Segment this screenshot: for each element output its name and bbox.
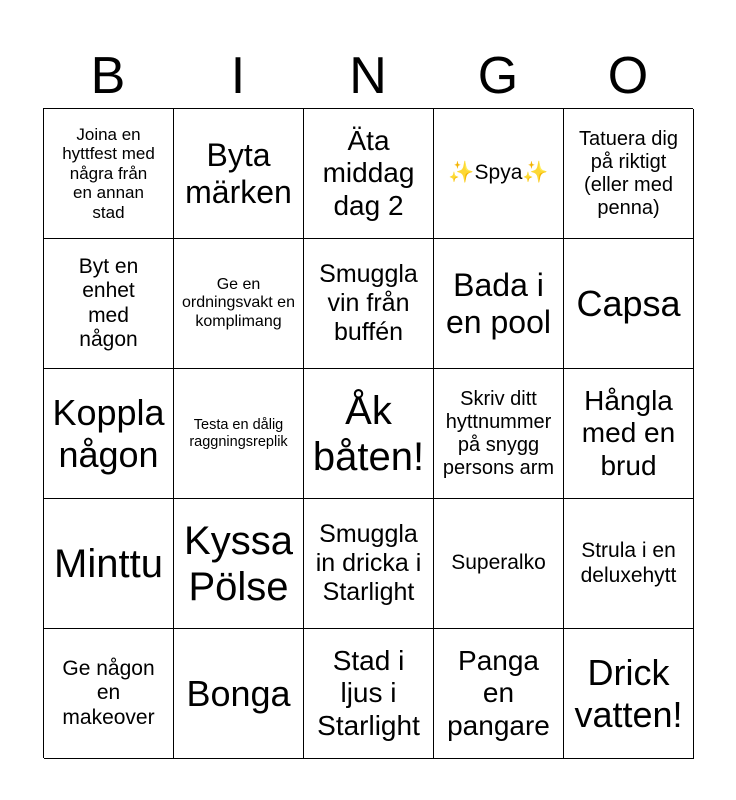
cell-text: Tatuera dig på riktigt (eller med penna) [579, 127, 678, 219]
cell-text: Stad i ljus i Starlight [317, 645, 420, 741]
bingo-cell[interactable] [174, 369, 304, 499]
bingo-cell[interactable] [44, 109, 174, 239]
cell-text: Koppla någon [52, 392, 165, 475]
cell-text: Joina en hyttfest med några från en annan stad [62, 124, 155, 222]
bingo-cell[interactable] [304, 239, 434, 369]
cell-text: Hångla med en brud [581, 385, 676, 481]
bingo-cell[interactable] [434, 369, 564, 499]
bingo-cell[interactable] [174, 239, 304, 369]
cell-text: Åk båten! [312, 388, 425, 479]
header-letter-o: O [607, 47, 649, 105]
cell-text: Ge någon en makeover [62, 657, 155, 729]
cell-text: Kyssa Pölse [184, 518, 293, 609]
bingo-cell[interactable] [434, 629, 564, 759]
bingo-cell[interactable] [174, 109, 304, 239]
bingo-cell[interactable] [44, 239, 174, 369]
cell-text: Skriv ditt hyttnummer på snygg persons arm [442, 387, 555, 479]
cell-text: Bada i en pool [446, 266, 551, 340]
bingo-cell[interactable] [44, 499, 174, 629]
bingo-cell[interactable] [564, 239, 694, 369]
cell-text: Panga en pangare [447, 645, 550, 741]
cell-text: Ge en ordningsvakt en komplimang [182, 275, 295, 330]
cell-text: Byta märken [185, 136, 292, 210]
cell-text: ✨Spya✨ [448, 161, 549, 185]
bingo-cell[interactable] [304, 629, 434, 759]
cell-text: Strula i en deluxehytt [580, 539, 677, 587]
bingo-cell[interactable] [44, 629, 174, 759]
header-letter-i: I [230, 47, 246, 105]
bingo-cell[interactable] [564, 499, 694, 629]
bingo-cell[interactable] [44, 369, 174, 499]
bingo-cell[interactable] [564, 629, 694, 759]
bingo-cell[interactable] [304, 109, 434, 239]
bingo-cell[interactable] [434, 239, 564, 369]
bingo-cell[interactable] [304, 369, 434, 499]
cell-text: Äta middag dag 2 [322, 125, 415, 221]
header-letter-n: N [349, 47, 387, 105]
cell-text: Smuggla vin från buffén [319, 260, 418, 346]
bingo-cell[interactable] [564, 109, 694, 239]
cell-text: Drick vatten! [574, 652, 683, 735]
bingo-cell[interactable] [304, 499, 434, 629]
bingo-cell[interactable] [434, 109, 564, 239]
bingo-cell[interactable] [174, 629, 304, 759]
header-letter-g: G [477, 47, 519, 105]
cell-text: Smuggla in dricka i Starlight [315, 520, 422, 606]
cell-text: Bonga [186, 672, 291, 714]
bingo-cell[interactable] [434, 499, 564, 629]
cell-text: Byt en enhet med någon [78, 255, 139, 351]
bingo-cell[interactable] [174, 499, 304, 629]
cell-text: Testa en dålig raggningsreplik [189, 416, 288, 450]
cell-text: Minttu [54, 541, 163, 586]
cell-text: Capsa [576, 282, 681, 324]
bingo-grid [43, 108, 693, 758]
header-letter-b: B [90, 47, 126, 105]
cell-text: Superalko [451, 551, 546, 575]
bingo-header [43, 44, 693, 108]
bingo-cell[interactable] [564, 369, 694, 499]
